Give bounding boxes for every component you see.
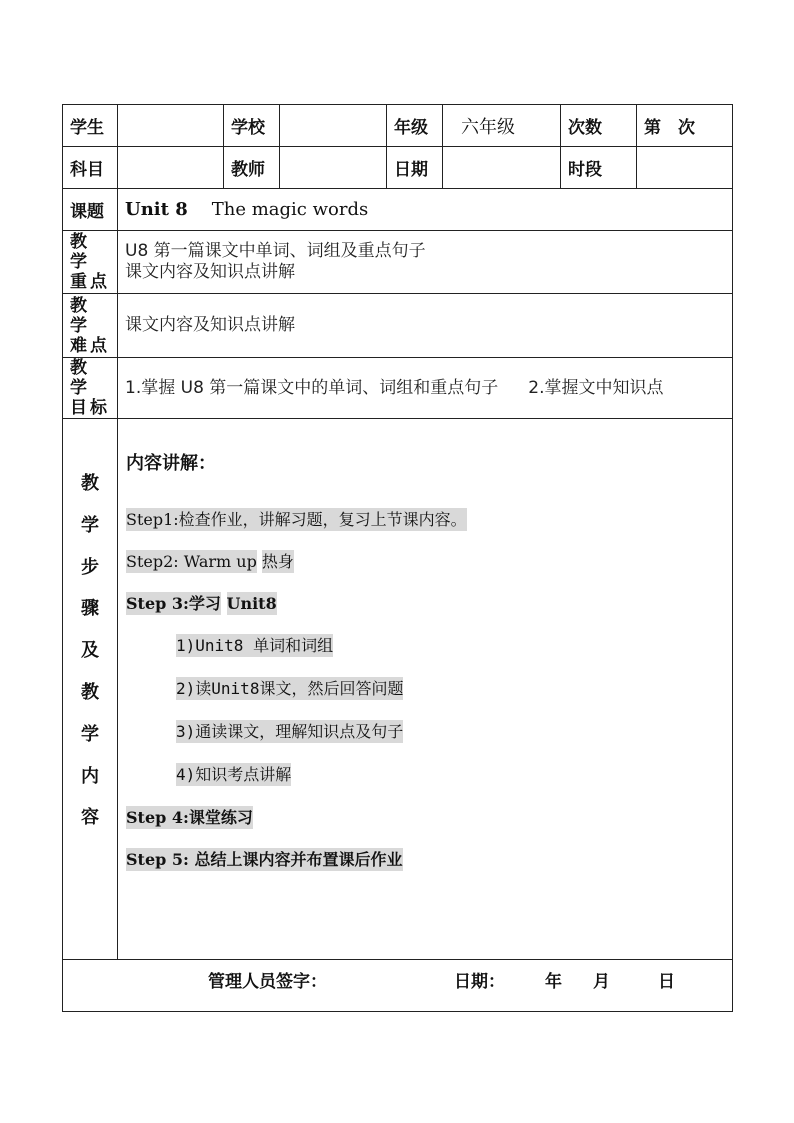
school-label: 学校 [224,105,280,147]
difficulty-label [63,294,118,358]
difficulty-text: 课文内容及知识点讲解 [118,294,733,358]
sub-step-2-text-a: 2)读 [176,679,212,698]
steps-label-char: 学 [81,723,99,745]
footer-cell [63,960,733,1012]
difficulty-label-line-2: 难点 [70,335,110,356]
difficulty-row [63,294,733,358]
step-2-text-b: 热身 [261,552,294,571]
goals-label [63,358,118,419]
content-heading: 内容讲解： [126,453,216,474]
times-label: 次数 [561,105,637,147]
sub-step-3 [126,719,732,762]
sub-step-4 [126,762,732,805]
step-5 [126,847,732,889]
focus-row [63,231,733,294]
goal-2: 2.掌握文中知识点 [528,377,664,398]
steps-label-char: 内 [81,765,99,787]
goals-label-line-2: 目标 [70,398,110,418]
goals-row [63,358,733,419]
step-3-text-b: Unit8 [226,594,277,613]
steps-label-char: 步 [81,556,99,578]
student-label: 学生 [63,105,118,147]
period-value [637,147,733,189]
signature-label: 管理人员签字： [208,972,327,992]
steps-label-char: 及 [81,640,99,662]
step-5-text: Step 5: 总结上课内容并布置课后作业 [126,850,403,869]
step-4 [126,805,732,847]
steps-label-char: 骤 [81,598,99,620]
steps-label-char: 教 [81,473,99,494]
focus-label [63,231,118,294]
footer-day: 日 [658,972,675,992]
steps-row [63,419,733,960]
sub-step-1 [126,633,732,676]
student-value [118,105,224,147]
step-2 [126,549,732,591]
school-value [280,105,387,147]
step-3-text-a: Step 3:学习 [126,594,221,613]
sub-step-1-text: 1)Unit8 单词和词组 [176,636,334,655]
lesson-plan-table [62,104,733,1012]
focus-line-2: 课文内容及知识点讲解 [125,262,295,282]
sub-step-2-text-c: 课文，然后回答问题 [259,679,404,698]
topic-row [63,189,733,231]
date-label: 日期 [387,147,443,189]
sub-step-3-text: 3)通读课文，理解知识点及句子 [176,722,404,741]
sub-step-2-text-b: Unit8 [211,679,260,698]
goals-cell [118,358,733,419]
steps-vertical-label [63,419,118,960]
topic-unit: Unit 8 [125,199,188,220]
step-2-text-a: Step2: Warm up [126,552,257,571]
teacher-label: 教师 [224,147,280,189]
step-4-text: Step 4:课堂练习 [126,808,253,827]
goal-1: 1.掌握 U8 第一篇课文中的单词、词组和重点句子 [125,377,499,398]
footer-month: 月 [593,972,610,992]
teacher-value [280,147,387,189]
step-1-text: Step1:检查作业，讲解习题，复习上节课内容。 [126,510,467,529]
goals-label-line-1: 教 学 [70,358,90,398]
content-cell [118,419,733,960]
topic-label: 课题 [63,189,118,231]
info-row-2 [63,147,733,189]
subject-value [118,147,224,189]
focus-label-line-2: 重点 [70,272,110,292]
grade-label: 年级 [387,105,443,147]
sub-step-4-text: 4)知识考点讲解 [176,765,292,784]
steps-label-char: 学 [81,514,99,536]
footer-row [63,960,733,1012]
steps-label-char: 容 [81,807,99,829]
grade-value: 六年级 [443,105,561,147]
focus-line-1: U8 第一篇课文中单词、词组及重点句子 [125,241,426,261]
focus-label-line-1: 教 学 [70,232,90,272]
steps-label-char: 教 [81,681,99,703]
sub-step-2 [126,676,732,719]
footer-year: 年 [545,972,562,992]
times-value: 第 次 [637,105,733,147]
difficulty-label-line-1: 教 学 [70,295,90,336]
step-3 [126,591,732,633]
footer-date-label: 日期： [454,972,505,992]
date-value [443,147,561,189]
step-1 [126,507,732,549]
subject-label: 科目 [63,147,118,189]
topic-cell [118,189,733,231]
footer-inner [63,960,732,1011]
period-label: 时段 [561,147,637,189]
focus-cell [118,231,733,294]
topic-title: The magic words [211,199,369,220]
info-row-1 [63,105,733,147]
